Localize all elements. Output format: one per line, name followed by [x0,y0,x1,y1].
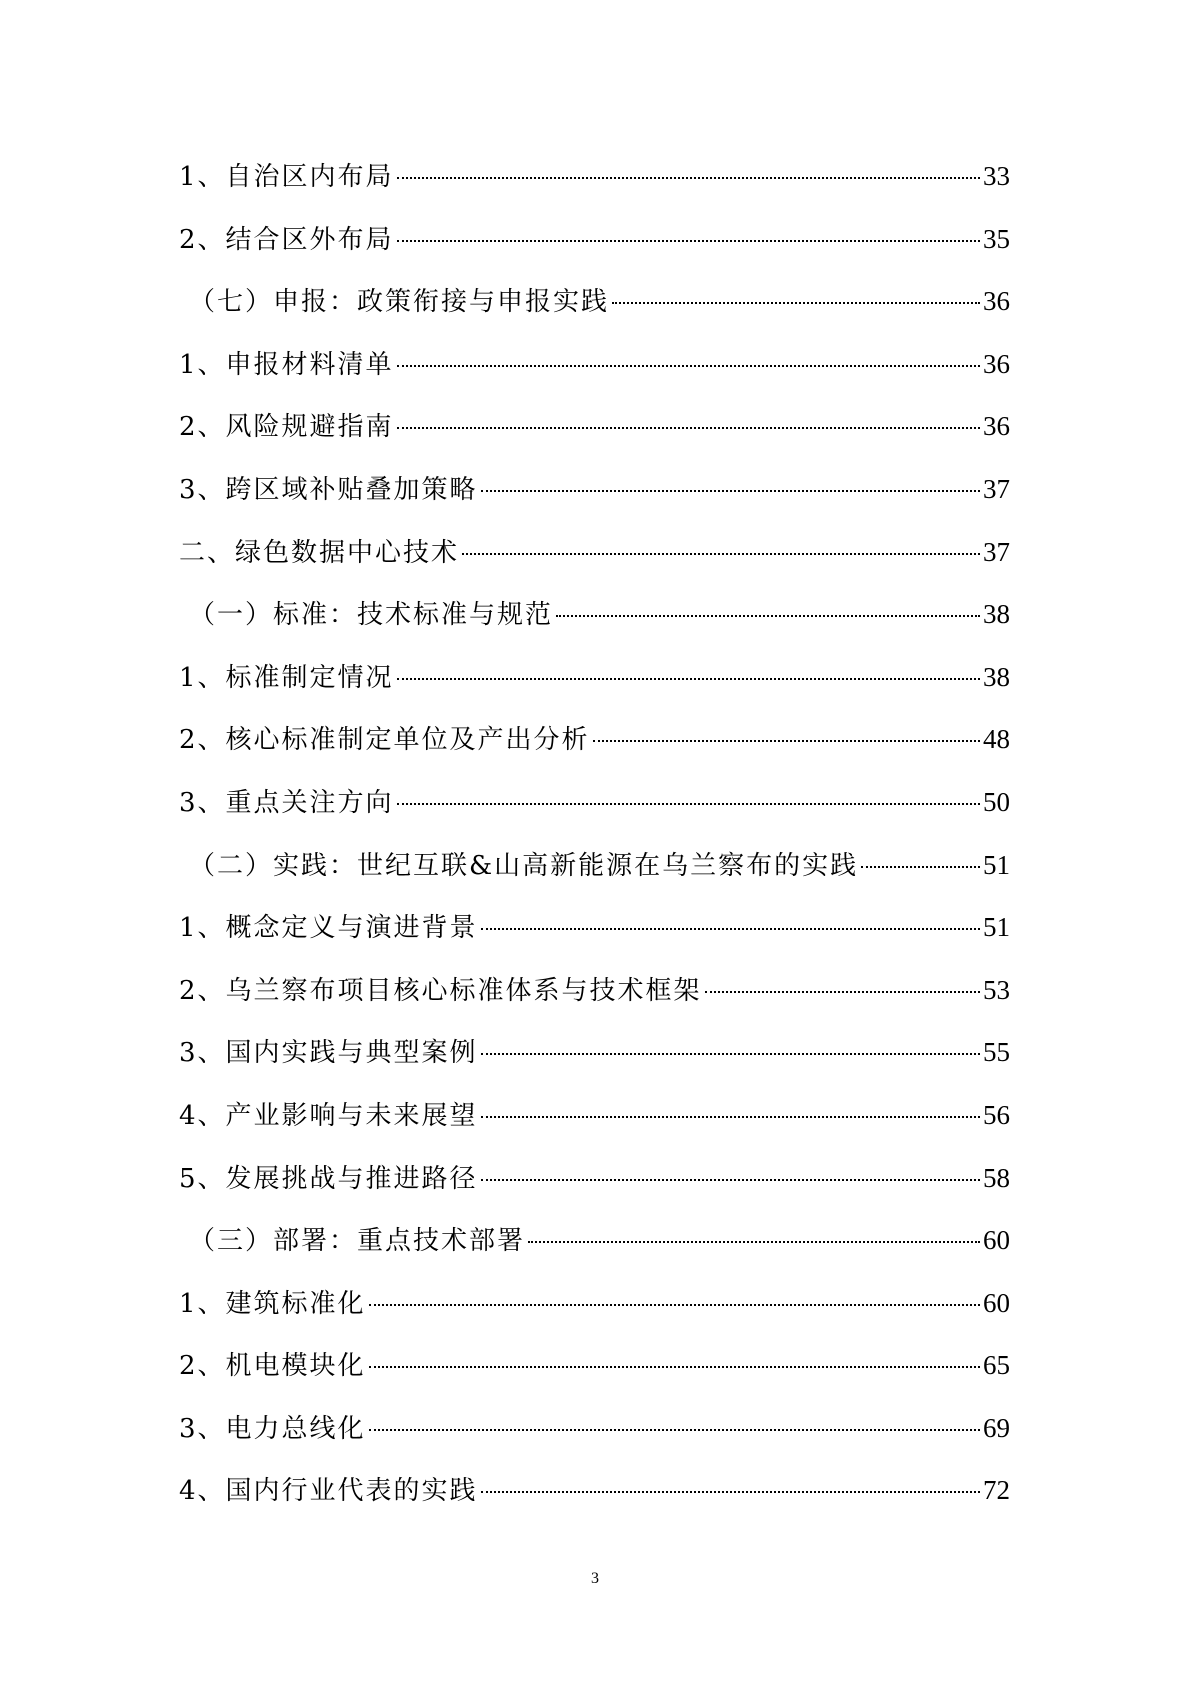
table-of-contents [179,145,1010,1522]
toc-entry-page: 38 [983,661,1010,692]
toc-dot-leader [481,490,980,492]
toc-entry-page: 36 [983,286,1010,317]
toc-entry-page: 37 [983,536,1010,567]
toc-entry[interactable] [179,771,1010,834]
toc-dot-leader [481,1491,980,1493]
toc-dot-leader [556,615,980,617]
toc-entry-page: 51 [983,912,1010,943]
toc-dot-leader [462,553,980,555]
toc-entry[interactable] [179,1147,1010,1210]
toc-entry[interactable] [179,834,1010,897]
toc-entry-title: 2、核心标准制定单位及产出分析 [179,725,590,756]
toc-entry-title: 2、机电模块化 [179,1351,366,1382]
toc-entry[interactable] [179,458,1010,521]
toc-entry[interactable] [179,1021,1010,1084]
toc-entry-title: 3、重点关注方向 [179,787,394,818]
toc-dot-leader [397,177,980,179]
toc-entry-title: 4、产业影响与未来展望 [179,1100,478,1131]
toc-entry[interactable] [179,708,1010,771]
toc-entry-title: 1、建筑标准化 [179,1288,366,1319]
toc-entry-title: 二、绿色数据中心技术 [179,537,460,568]
toc-dot-leader [481,928,980,930]
toc-dot-leader [397,427,980,429]
toc-entry-title: （一）标准：技术标准与规范 [189,600,554,631]
toc-entry[interactable] [179,1397,1010,1460]
toc-entry[interactable] [179,583,1010,646]
toc-entry-page: 50 [983,786,1010,817]
toc-entry-title: 2、乌兰察布项目核心标准体系与技术框架 [179,975,702,1006]
toc-entry[interactable] [179,1272,1010,1335]
toc-dot-leader [528,1241,980,1243]
toc-entry-page: 51 [983,849,1010,880]
toc-entry-page: 72 [983,1475,1010,1506]
toc-entry-title: 1、申报材料清单 [179,349,394,380]
toc-entry-page: 36 [983,411,1010,442]
toc-entry-title: （七）申报：政策衔接与申报实践 [189,287,610,318]
toc-entry-title: 3、国内实践与典型案例 [179,1038,478,1069]
toc-entry-page: 35 [983,223,1010,254]
toc-entry[interactable] [179,1209,1010,1272]
toc-entry[interactable] [179,333,1010,396]
toc-entry-page: 65 [983,1350,1010,1381]
toc-entry[interactable] [179,521,1010,584]
toc-entry[interactable] [179,1459,1010,1522]
toc-dot-leader [369,1366,980,1368]
toc-entry-page: 69 [983,1412,1010,1443]
toc-entry[interactable] [179,896,1010,959]
toc-entry-page: 60 [983,1225,1010,1256]
toc-dot-leader [861,866,980,868]
toc-entry-title: 2、结合区外布局 [179,224,394,255]
toc-entry-title: 1、标准制定情况 [179,662,394,693]
toc-dot-leader [369,1429,980,1431]
toc-entry-page: 55 [983,1037,1010,1068]
toc-dot-leader [705,991,980,993]
toc-entry[interactable] [179,1084,1010,1147]
toc-entry-title: （二）实践：世纪互联&山高新能源在乌兰察布的实践 [189,850,859,881]
toc-entry-title: 2、风险规避指南 [179,412,394,443]
toc-entry-page: 53 [983,974,1010,1005]
toc-entry[interactable] [179,270,1010,333]
toc-entry[interactable] [179,145,1010,208]
page-number: 3 [591,1570,599,1587]
toc-entry-title: （三）部署：重点技术部署 [189,1226,526,1257]
toc-entry[interactable] [179,208,1010,271]
toc-dot-leader [397,678,980,680]
toc-entry-title: 4、国内行业代表的实践 [179,1476,478,1507]
toc-dot-leader [481,1179,980,1181]
toc-entry[interactable] [179,1334,1010,1397]
toc-dot-leader [593,740,980,742]
toc-entry-title: 1、自治区内布局 [179,162,394,192]
toc-entry-title: 1、概念定义与演进背景 [179,913,478,944]
toc-entry-page: 56 [983,1099,1010,1130]
toc-dot-leader [369,1304,980,1306]
toc-entry-page: 58 [983,1162,1010,1193]
toc-entry-title: 5、发展挑战与推进路径 [179,1163,478,1194]
toc-dot-leader [481,1053,980,1055]
toc-entry-page: 37 [983,473,1010,504]
toc-entry[interactable] [179,646,1010,709]
toc-dot-leader [397,240,980,242]
toc-entry-page: 60 [983,1287,1010,1318]
toc-entry[interactable] [179,959,1010,1022]
toc-entry-page: 36 [983,348,1010,379]
toc-entry-page: 48 [983,724,1010,755]
toc-entry-page: 33 [983,161,1010,191]
toc-dot-leader [481,1116,980,1118]
toc-entry-title: 3、电力总线化 [179,1413,366,1444]
toc-entry-title: 3、跨区域补贴叠加策略 [179,474,478,505]
toc-dot-leader [397,365,980,367]
toc-dot-leader [612,302,980,304]
toc-dot-leader [397,803,980,805]
toc-entry-page: 38 [983,599,1010,630]
toc-entry[interactable] [179,395,1010,458]
